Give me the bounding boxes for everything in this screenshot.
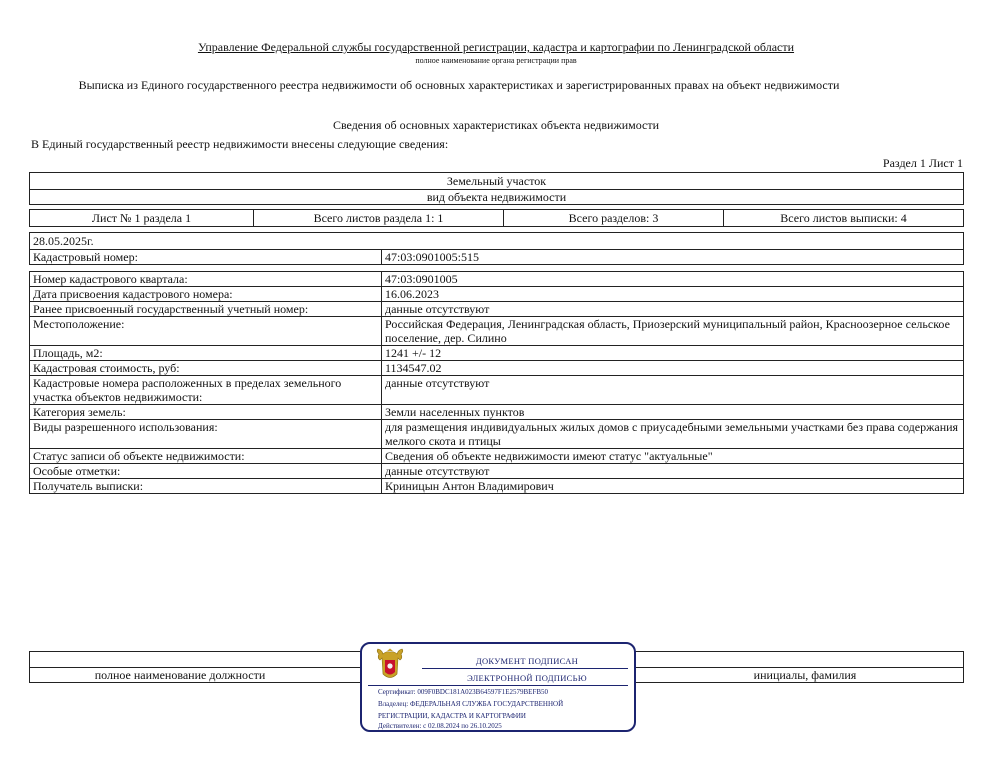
property-value: данные отсутствуют (382, 302, 964, 317)
property-label: Виды разрешенного использования: (30, 420, 382, 449)
position-caption: полное наименование должности (94, 668, 266, 682)
property-label: Кадастровая стоимость, руб: (30, 361, 382, 376)
extract-date: 28.05.2025г. (30, 233, 963, 250)
property-row (30, 405, 964, 420)
coat-of-arms-icon (376, 648, 404, 682)
stamp-divider-2 (368, 685, 628, 686)
property-row (30, 287, 964, 302)
organization-title: Управление Федеральной службы государственной регистрации, кадастра и картографии по Ленинградской области (197, 40, 795, 54)
property-row (30, 317, 964, 346)
property-table (29, 271, 964, 494)
property-label: Местоположение: (30, 317, 382, 346)
object-type-block (29, 172, 964, 205)
property-value: Российская Федерация, Ленинградская область, Приозерский муниципальный район, Красноозерное сельское поселение, дер. Силино (382, 317, 964, 346)
property-value: Криницын Антон Владимирович (382, 479, 964, 494)
organization-caption: полное наименование органа регистрации прав (415, 56, 577, 65)
property-row (30, 302, 964, 317)
sheets-in-section: Всего листов раздела 1: 1 (253, 210, 503, 226)
sheets-total: Всего листов выписки: 4 (723, 210, 963, 226)
object-type-caption: вид объекта недвижимости (426, 190, 567, 204)
property-label: Дата присвоения кадастрового номера: (30, 287, 382, 302)
property-value: данные отсутствуют (382, 464, 964, 479)
property-row (30, 420, 964, 449)
property-label: Статус записи об объекте недвижимости: (30, 449, 382, 464)
property-label: Кадастровые номера расположенных в пределах земельного участка объектов недвижимости: (30, 376, 382, 405)
property-row (30, 376, 964, 405)
section-title: Сведения об основных характеристиках объекта недвижимости (332, 118, 660, 132)
stamp-validity: Действителен: с 02.08.2024 по 26.10.2025 (378, 722, 502, 730)
property-row (30, 361, 964, 376)
property-value: 1241 +/- 12 (382, 346, 964, 361)
object-type: Земельный участок (30, 173, 963, 190)
property-label: Получатель выписки: (30, 479, 382, 494)
property-value: Земли населенных пунктов (382, 405, 964, 420)
property-label: Ранее присвоенный государственный учетный номер: (30, 302, 382, 317)
property-value: для размещения индивидуальных жилых домов с приусадебными земельными участками без права содержания мелкого скота и птицы (382, 420, 964, 449)
property-row (30, 449, 964, 464)
property-row (30, 464, 964, 479)
cadastral-label: Кадастровый номер: (30, 250, 382, 265)
document-title: Выписка из Единого государственного реестра недвижимости об основных характеристиках и зарегистрированных правах на объект недвижимости (78, 78, 840, 92)
property-row (30, 346, 964, 361)
property-value: 47:03:0901005 (382, 272, 964, 287)
property-label: Площадь, м2: (30, 346, 382, 361)
date-cadastral-block (29, 232, 964, 265)
property-label: Особые отметки: (30, 464, 382, 479)
property-row (30, 272, 964, 287)
electronic-signature-stamp (360, 642, 636, 732)
property-value: Сведения об объекте недвижимости имеют статус "актуальные" (382, 449, 964, 464)
part-label: Раздел 1 Лист 1 (882, 156, 963, 170)
cadastral-value: 47:03:0901005:515 (385, 250, 480, 264)
sheet-number: Лист № 1 раздела 1 (91, 211, 192, 225)
stamp-owner-2: РЕГИСТРАЦИИ, КАДАСТРА И КАРТОГРАФИИ (378, 712, 526, 720)
property-label: Номер кадастрового квартала: (30, 272, 382, 287)
property-row (30, 479, 964, 494)
sheet-info-row (29, 209, 964, 227)
sections-total: Всего разделов: 3 (503, 210, 723, 226)
stamp-divider-1 (422, 668, 628, 669)
property-value: 1134547.02 (382, 361, 964, 376)
cadastral-row (30, 250, 963, 265)
intro-text: В Единый государственный реестр недвижимости внесены следующие сведения: (31, 137, 449, 151)
stamp-owner-1: Владелец: ФЕДЕРАЛЬНАЯ СЛУЖБА ГОСУДАРСТВЕННОЙ (378, 700, 564, 708)
property-value: 16.06.2023 (382, 287, 964, 302)
stamp-title: ДОКУМЕНТ ПОДПИСАН (475, 656, 579, 666)
property-label: Категория земель: (30, 405, 382, 420)
stamp-subtitle: ЭЛЕКТРОННОЙ ПОДПИСЬЮ (467, 673, 587, 683)
stamp-certificate: Сертификат: 009F0BDC181A023B64597F1E2579BEFB50 (378, 688, 549, 696)
property-value: данные отсутствуют (382, 376, 964, 405)
name-caption: инициалы, фамилия (753, 668, 857, 682)
